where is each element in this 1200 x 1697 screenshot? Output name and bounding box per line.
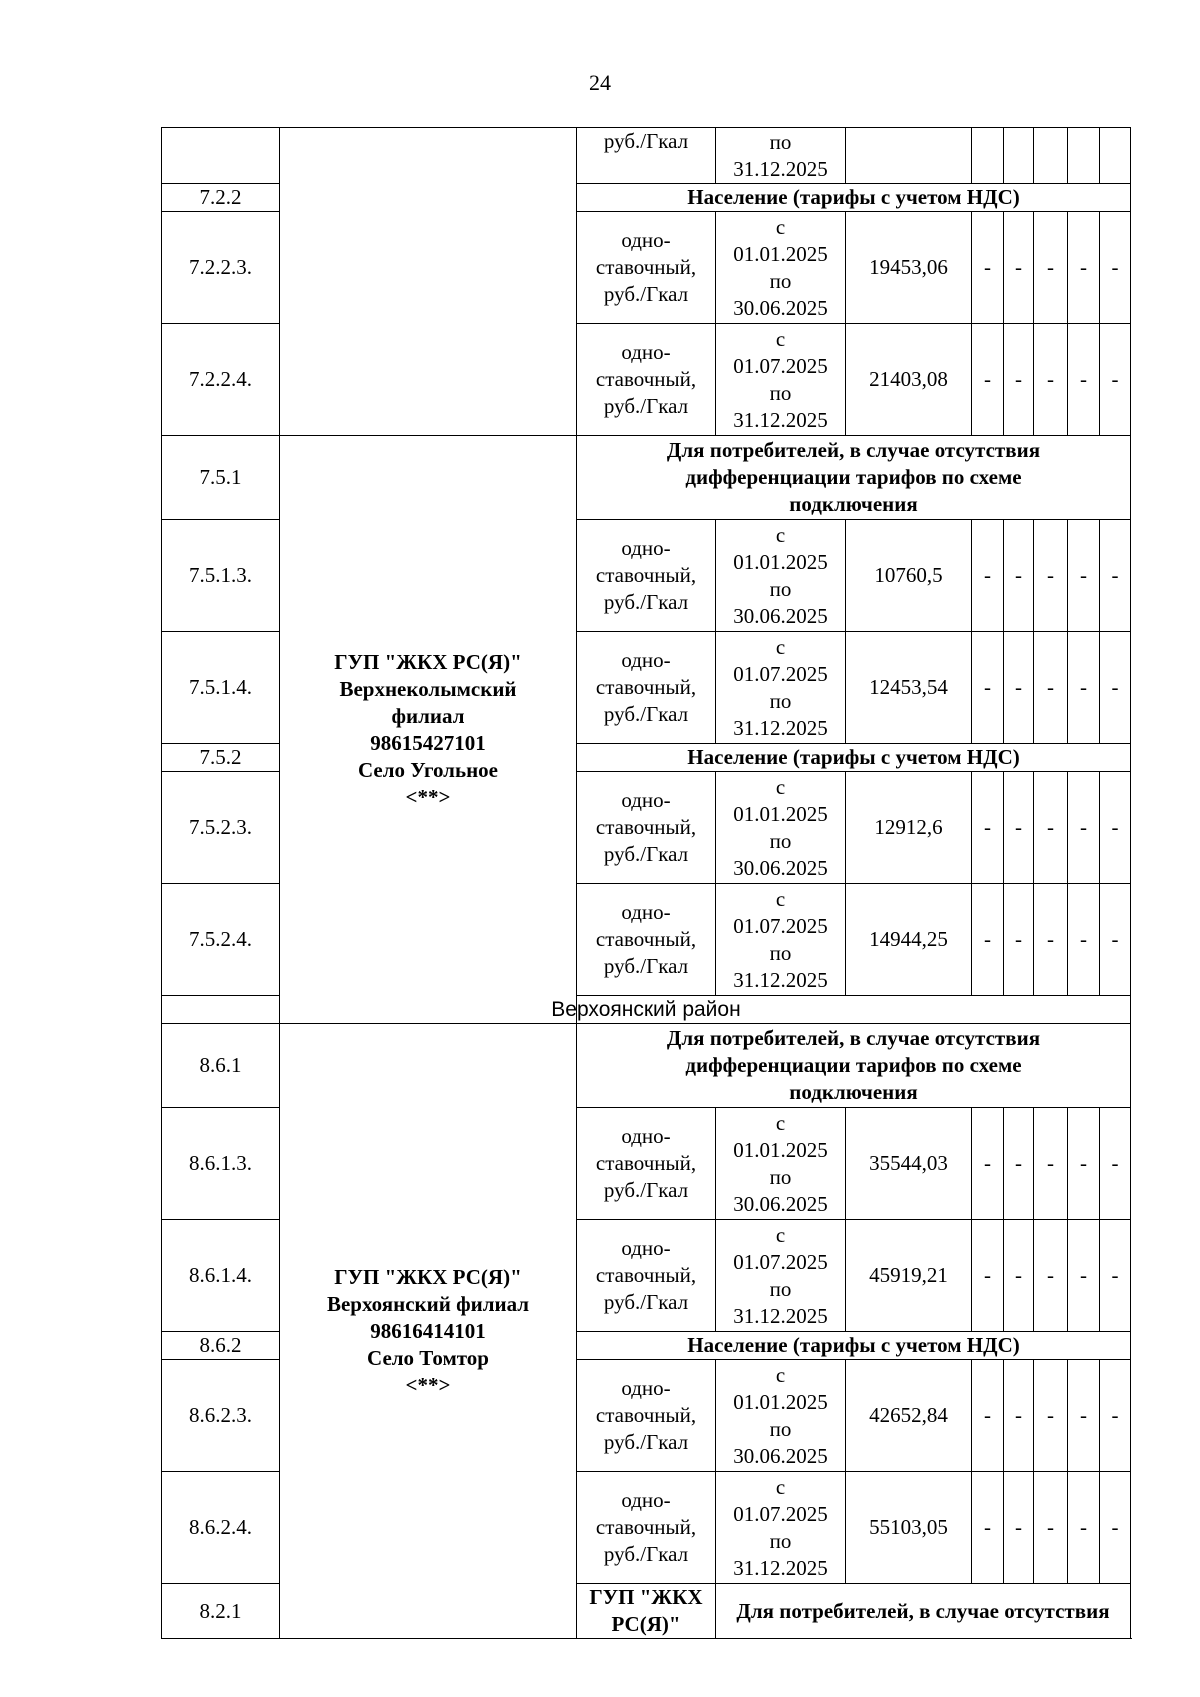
dash-cell: - xyxy=(1004,520,1034,632)
period-cell: с 01.07.2025 по 31.12.2025 xyxy=(716,632,846,744)
dash-cell: - xyxy=(1100,324,1131,436)
organization-cell: ГУП "ЖКХ РС(Я)" xyxy=(577,1584,716,1639)
table-row xyxy=(162,1024,1131,1108)
dash-cell: - xyxy=(1100,1360,1131,1472)
period-cell: с 01.07.2025 по 31.12.2025 xyxy=(716,324,846,436)
row-number-cell: 7.5.1.3. xyxy=(162,520,280,632)
tariff-type-cell: одно- ставочный, руб./Гкал xyxy=(577,772,716,884)
row-number-cell: 8.6.2.3. xyxy=(162,1360,280,1472)
dash-cell: - xyxy=(1034,520,1068,632)
tariff-type-cell: одно- ставочный, руб./Гкал xyxy=(577,1108,716,1220)
consumer-group-header: Для потребителей, в случае отсутствия xyxy=(716,1584,1131,1639)
dash-cell: - xyxy=(1100,212,1131,324)
row-number-cell: 8.2.1 xyxy=(162,1584,280,1639)
consumer-group-header: Для потребителей, в случае отсутствия дифференциации тарифов по схеме подключения xyxy=(577,436,1131,520)
tariff-type-cell: одно- ставочный, руб./Гкал xyxy=(577,1472,716,1584)
value-cell: 12453,54 xyxy=(846,632,972,744)
table-row xyxy=(162,128,1131,184)
period-cell: с 01.01.2025 по 30.06.2025 xyxy=(716,1360,846,1472)
dash-cell: - xyxy=(1100,632,1131,744)
row-number-cell: 7.2.2.3. xyxy=(162,212,280,324)
row-number-cell: 7.5.2 xyxy=(162,744,280,772)
dash-cell: - xyxy=(972,1360,1004,1472)
dash-cell xyxy=(1068,128,1100,184)
row-number-cell: 8.6.2.4. xyxy=(162,1472,280,1584)
value-cell: 45919,21 xyxy=(846,1220,972,1332)
dash-cell: - xyxy=(972,1108,1004,1220)
organization-cell: ГУП "ЖКХ РС(Я)" Верхоянский филиал 98616414101 Село Томтор <**> xyxy=(280,1024,577,1639)
dash-cell: - xyxy=(1100,884,1131,996)
value-cell: 14944,25 xyxy=(846,884,972,996)
dash-cell: - xyxy=(1034,632,1068,744)
tariff-type-cell: одно- ставочный, руб./Гкал xyxy=(577,212,716,324)
consumer-group-header: Население (тарифы с учетом НДС) xyxy=(577,744,1131,772)
period-cell: с 01.07.2025 по 31.12.2025 xyxy=(716,1220,846,1332)
dash-cell: - xyxy=(1100,772,1131,884)
period-cell: с 01.07.2025 по 31.12.2025 xyxy=(716,884,846,996)
dash-cell: - xyxy=(972,772,1004,884)
page-number: 24 xyxy=(589,70,611,95)
dash-cell: - xyxy=(1004,1108,1034,1220)
value-cell: 42652,84 xyxy=(846,1360,972,1472)
dash-cell: - xyxy=(1068,632,1100,744)
row-number-cell: 7.5.1 xyxy=(162,436,280,520)
dash-cell: - xyxy=(1004,772,1034,884)
value-cell: 35544,03 xyxy=(846,1108,972,1220)
value-cell: 55103,05 xyxy=(846,1472,972,1584)
dash-cell: - xyxy=(1068,212,1100,324)
value-cell xyxy=(846,128,972,184)
dash-cell: - xyxy=(1004,1472,1034,1584)
consumer-group-header: Население (тарифы с учетом НДС) xyxy=(577,1332,1131,1360)
row-number-cell xyxy=(162,128,280,184)
dash-cell: - xyxy=(1004,884,1034,996)
dash-cell: - xyxy=(1034,884,1068,996)
dash-cell: - xyxy=(1034,324,1068,436)
period-cell: с 01.01.2025 по 30.06.2025 xyxy=(716,520,846,632)
dash-cell: - xyxy=(1068,1220,1100,1332)
row-number-cell: 7.2.2.4. xyxy=(162,324,280,436)
dash-cell: - xyxy=(1068,884,1100,996)
dash-cell: - xyxy=(1004,212,1034,324)
dash-cell: - xyxy=(1004,1220,1034,1332)
period-cell: с 01.07.2025 по 31.12.2025 xyxy=(716,1472,846,1584)
dash-cell xyxy=(1100,128,1131,184)
organization-cell xyxy=(280,128,577,436)
row-number-cell: 7.2.2 xyxy=(162,184,280,212)
row-number-cell: 8.6.2 xyxy=(162,1332,280,1360)
dash-cell: - xyxy=(1068,520,1100,632)
dash-cell: - xyxy=(1004,1360,1034,1472)
dash-cell: - xyxy=(1034,1472,1068,1584)
dash-cell: - xyxy=(972,324,1004,436)
dash-cell: - xyxy=(972,884,1004,996)
dash-cell: - xyxy=(1100,1472,1131,1584)
dash-cell: - xyxy=(1100,520,1131,632)
tariff-type-cell: одно- ставочный, руб./Гкал xyxy=(577,1220,716,1332)
dash-cell xyxy=(1004,128,1034,184)
table-row xyxy=(162,996,1131,1024)
dash-cell: - xyxy=(972,1472,1004,1584)
dash-cell: - xyxy=(1068,1360,1100,1472)
tariff-type-cell: одно- ставочный, руб./Гкал xyxy=(577,520,716,632)
dash-cell: - xyxy=(1034,1220,1068,1332)
tariff-type-cell: одно- ставочный, руб./Гкал xyxy=(577,632,716,744)
dash-cell: - xyxy=(1034,1360,1068,1472)
value-cell: 10760,5 xyxy=(846,520,972,632)
dash-cell: - xyxy=(1068,1108,1100,1220)
tariff-type-cell: руб./Гкал xyxy=(577,128,716,184)
period-cell: с 01.01.2025 по 30.06.2025 xyxy=(716,772,846,884)
district-header: Верхоянский район xyxy=(162,996,1131,1024)
dash-cell: - xyxy=(1034,1108,1068,1220)
dash-cell xyxy=(1034,128,1068,184)
dash-cell: - xyxy=(1068,1472,1100,1584)
dash-cell: - xyxy=(1034,212,1068,324)
dash-cell: - xyxy=(972,520,1004,632)
tariff-type-cell: одно- ставочный, руб./Гкал xyxy=(577,884,716,996)
period-cell: по 31.12.2025 xyxy=(716,128,846,184)
tariff-type-cell: одно- ставочный, руб./Гкал xyxy=(577,1360,716,1472)
dash-cell: - xyxy=(1034,772,1068,884)
tariff-type-cell: одно- ставочный, руб./Гкал xyxy=(577,324,716,436)
row-number-cell: 7.5.2.3. xyxy=(162,772,280,884)
dash-cell: - xyxy=(972,212,1004,324)
dash-cell: - xyxy=(1100,1108,1131,1220)
value-cell: 12912,6 xyxy=(846,772,972,884)
consumer-group-header: Население (тарифы с учетом НДС) xyxy=(577,184,1131,212)
organization-cell: ГУП "ЖКХ РС(Я)" Верхнеколымский филиал 98615427101 Село Угольное <**> xyxy=(280,436,577,1024)
dash-cell: - xyxy=(1068,772,1100,884)
tariff-table xyxy=(161,127,1131,1639)
dash-cell xyxy=(972,128,1004,184)
value-cell: 21403,08 xyxy=(846,324,972,436)
row-number-cell: 7.5.2.4. xyxy=(162,884,280,996)
row-number-cell: 8.6.1.4. xyxy=(162,1220,280,1332)
row-number-cell: 7.5.1.4. xyxy=(162,632,280,744)
row-number-cell: 8.6.1.3. xyxy=(162,1108,280,1220)
dash-cell: - xyxy=(1100,1220,1131,1332)
table-row xyxy=(162,436,1131,520)
period-cell: с 01.01.2025 по 30.06.2025 xyxy=(716,1108,846,1220)
row-number-cell: 8.6.1 xyxy=(162,1024,280,1108)
dash-cell: - xyxy=(972,632,1004,744)
period-cell: с 01.01.2025 по 30.06.2025 xyxy=(716,212,846,324)
value-cell: 19453,06 xyxy=(846,212,972,324)
dash-cell: - xyxy=(1004,324,1034,436)
dash-cell: - xyxy=(1004,632,1034,744)
consumer-group-header: Для потребителей, в случае отсутствия дифференциации тарифов по схеме подключения xyxy=(577,1024,1131,1108)
dash-cell: - xyxy=(1068,324,1100,436)
dash-cell: - xyxy=(972,1220,1004,1332)
